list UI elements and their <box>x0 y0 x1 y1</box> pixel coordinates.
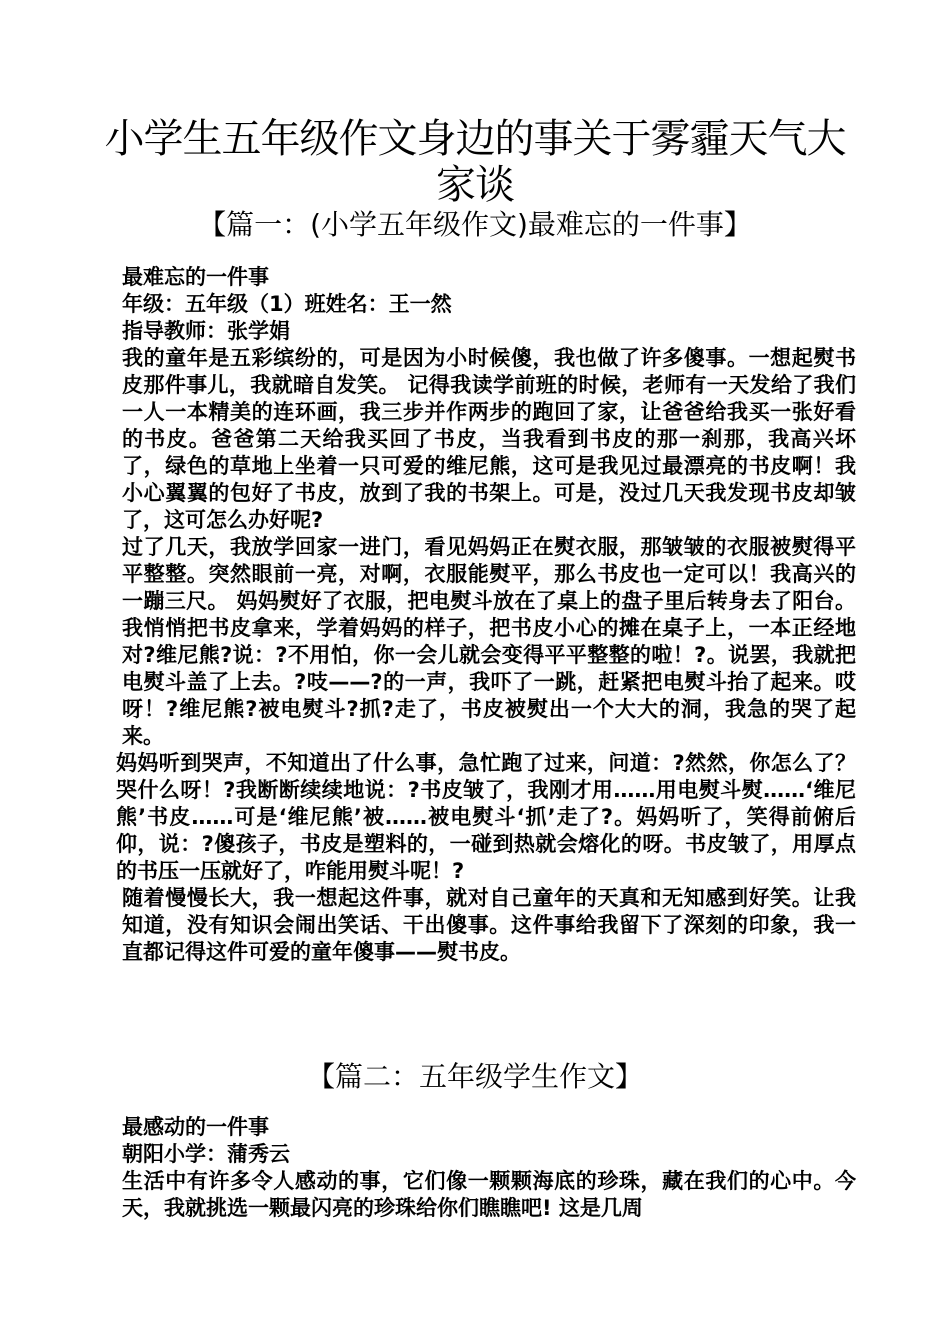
document-title: 小学生五年级作文身边的事关于雾霾天气大家谈 <box>104 116 846 208</box>
school-line: 朝阳小学：蒲秀云 <box>122 1142 290 1166</box>
essay-paragraph: 生活中有许多令人感动的事，它们像一颗颗海底的珍珠，藏在我们的心中。今天，我就挑选一颗最闪亮的珍珠给你们瞧瞧吧! 这是几周 <box>122 1169 856 1220</box>
essay-paragraph: 我的童年是五彩缤纷的，可是因为小时候傻，我也做了许多傻事。一想起熨书皮那件事儿，我就暗自发笑。 记得我读学前班的时候，老师有一天发给了我们一人一本精美的连环画，我三步并作两步的跑回了家，让爸爸给我买一张好看的书皮。爸爸第二天给我买回了书皮，当我看到书皮的那一刹那，我高兴坏了，绿色的草地上坐着一只可爱的维尼熊，这可是我见过最漂亮的书皮啊！我小心翼翼的包好了书皮，放到了我的书架上。可是，没过几天我发现书皮却皱了，这可怎么办好呢? <box>122 346 856 532</box>
essay-title: 最难忘的一件事 <box>122 265 269 289</box>
grade-line: 年级：五年级（1）班姓名：王一然 <box>122 292 452 316</box>
essay-paragraph: 过了几天，我放学回家一进门，看见妈妈正在熨衣服，那皱皱的衣服被熨得平平整整。突然眼前一亮，对啊，衣服能熨平，那么书皮也一定可以！我高兴的一蹦三尺。 妈妈熨好了衣服，把电熨斗放在了桌上的盘子里后转身去了阳台。我悄悄把书皮拿来，学着妈妈的样子，把书皮小心的摊在桌子上，一本正经地对?维尼熊?说：?不用怕，你一会儿就会变得平平整整的啦！?。说罢，我就把电熨斗盖了上去。?吱——?的一声，我吓了一跳，赶紧把电熨斗抬了起来。哎呀！?维尼熊?被电熨斗?抓?走了，书皮被熨出一个大大的洞，我急的哭了起来。 <box>122 535 856 748</box>
essay-1 <box>116 264 856 966</box>
section-heading-2: 【篇二：五年级学生作文】 <box>306 1060 643 1093</box>
essay-paragraph: 随着慢慢长大，我一想起这件事，就对自己童年的天真和无知感到好笑。让我知道，没有知识会闹出笑话、干出傻事。这件事给我留下了深刻的印象，我一直都记得这件可爱的童年傻事——熨书皮。 <box>122 886 856 964</box>
teacher-line: 指导教师：张学娟 <box>122 319 290 343</box>
essay-title: 最感动的一件事 <box>122 1115 269 1139</box>
essay-paragraph: 妈妈听到哭声，不知道出了什么事，急忙跑了过来，问道：?然然，你怎么了？哭什么呀！?我断断续续地说：?书皮皱了，我刚才用……用电熨斗熨……‘维尼熊’书皮……可是‘维尼熊’被……被电熨斗‘抓’走了?。妈妈听了，笑得前俯后仰，说：?傻孩子，书皮是塑料的，一碰到热就会熔化的呀。书皮皱了，用厚点的书压一压就好了，咋能用熨斗呢！? <box>116 751 856 883</box>
essay-2 <box>116 1114 856 1222</box>
section-heading-1: 【篇一：(小学五年级作文)最难忘的一件事】 <box>198 208 752 241</box>
